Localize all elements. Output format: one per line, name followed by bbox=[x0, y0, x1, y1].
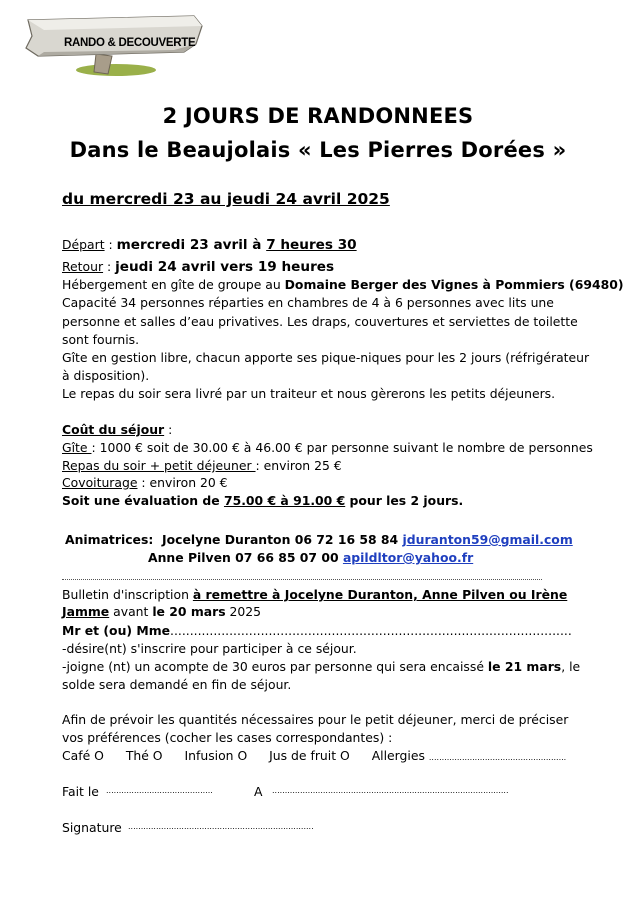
retour-line bbox=[62, 258, 334, 276]
cost-covoit-text: : environ 20 € bbox=[137, 475, 228, 490]
depart-label: Départ bbox=[62, 237, 105, 252]
cost-covoit-label: Covoiturage bbox=[62, 475, 138, 490]
bulletin-solde: solde sera demandé en fin de séjour. bbox=[62, 677, 292, 692]
signature-label: Signature bbox=[62, 820, 122, 835]
bulletin-name-dots: ...................................................................................................... bbox=[170, 623, 572, 638]
bulletin-jamme: Jamme bbox=[62, 604, 110, 619]
option-infusion[interactable]: Infusion O bbox=[184, 748, 248, 763]
logo-text: RANDO & DECOUVERTE bbox=[64, 37, 196, 49]
fait-le-label: Fait le bbox=[62, 784, 99, 799]
depart-value: mercredi 23 avril à bbox=[116, 237, 267, 253]
bulletin-remettre: à remettre à Jocelyne Duranton, Anne Pilven ou Irène bbox=[192, 587, 568, 602]
cost-gite-text: : 1000 € soit de 30.00 € à 46.00 € par personne suivant le nombre de personnes bbox=[91, 440, 593, 455]
cost-heading-sep: : bbox=[164, 422, 173, 437]
bulletin-name-field[interactable] bbox=[62, 622, 572, 640]
lodging-line-7: Le repas du soir sera livré par un traiteur et nous gèrerons les petits déjeuners. bbox=[62, 386, 556, 401]
cost-total-suffix: pour les 2 jours. bbox=[345, 493, 464, 508]
depart-time: 7 heures 30 bbox=[266, 237, 357, 253]
bulletin-prevoir-2: vos préférences (cocher les cases correspondantes) : bbox=[62, 730, 393, 745]
cost-gite bbox=[62, 439, 593, 457]
depart-line bbox=[62, 236, 357, 254]
contact-2-email[interactable]: apildltor@yahoo.fr bbox=[342, 550, 474, 565]
contact-2-name: Anne Pilven 07 66 85 07 00 bbox=[148, 550, 343, 565]
bulletin-desire: -désire(nt) s'inscrire pour participer à ce séjour. bbox=[62, 641, 357, 656]
cost-heading-label: Coût du séjour bbox=[62, 422, 165, 437]
fait-le-field[interactable]: .......................................... bbox=[106, 786, 213, 795]
contact-2 bbox=[148, 549, 473, 567]
cost-repas-text: : environ 25 € bbox=[255, 458, 342, 473]
option-cafe[interactable]: Café O bbox=[62, 748, 104, 763]
lodging-line-1 bbox=[62, 276, 624, 294]
contact-1-email[interactable]: jduranton59@gmail.com bbox=[402, 532, 573, 547]
cost-covoiturage bbox=[62, 474, 228, 492]
lodging-line-3: personne et salles d’eau privatives. Les draps, couvertures et serviettes de toilette bbox=[62, 314, 578, 329]
page-title: 2 JOURS DE RANDONNEES bbox=[162, 104, 474, 128]
logo bbox=[24, 10, 204, 78]
retour-sep: : bbox=[103, 259, 116, 274]
cost-gite-label: Gîte bbox=[62, 440, 92, 455]
allergies-dots[interactable]: ...................................................... bbox=[428, 753, 567, 762]
lodging-line-4: sont fournis. bbox=[62, 332, 140, 347]
bulletin-joigne-date: le 21 mars bbox=[487, 659, 562, 674]
page-subtitle: Dans le Beaujolais « Les Pierres Dorées » bbox=[69, 138, 567, 162]
lodging-intro: Hébergement en gîte de groupe au bbox=[62, 277, 285, 292]
lodging-place: Domaine Berger des Vignes à Pommiers (69480) bbox=[284, 277, 624, 292]
lieu-label: A bbox=[254, 784, 263, 799]
cost-total bbox=[62, 492, 463, 510]
cut-separator bbox=[62, 579, 542, 580]
cost-total-prefix: Soit une évaluation de bbox=[62, 493, 224, 508]
bulletin-intro: Bulletin d'inscription bbox=[62, 587, 193, 602]
signature-field[interactable]: ......................................................................... bbox=[128, 822, 314, 831]
lodging-line-6: à disposition). bbox=[62, 368, 150, 383]
lodging-line-2: Capacité 34 personnes réparties en chambres de 4 à 6 personnes avec lits une bbox=[62, 295, 554, 310]
retour-value: jeudi 24 avril vers 19 heures bbox=[115, 259, 335, 275]
depart-sep: : bbox=[104, 237, 117, 252]
bulletin-name-label: Mr et (ou) Mme bbox=[62, 623, 171, 638]
option-allergies[interactable]: Allergies bbox=[371, 748, 425, 763]
cost-repas-label: Repas du soir + petit déjeuner bbox=[62, 458, 256, 473]
bulletin-deadline: le 20 mars bbox=[152, 604, 226, 619]
cost-repas bbox=[62, 457, 342, 475]
cost-heading bbox=[62, 421, 172, 439]
cost-total-range: 75.00 € à 91.00 € bbox=[223, 493, 346, 508]
option-the[interactable]: Thé O bbox=[125, 748, 163, 763]
bulletin-avant: avant bbox=[109, 604, 153, 619]
trip-dates: du mercredi 23 au jeudi 24 avril 2025 bbox=[62, 190, 390, 208]
retour-label: Retour bbox=[62, 259, 104, 274]
option-jus-de-fruit[interactable]: Jus de fruit O bbox=[269, 748, 350, 763]
bulletin-joigne bbox=[62, 658, 580, 676]
bulletin-prevoir-1: Afin de prévoir les quantités nécessaires pour le petit déjeuner, merci de préciser bbox=[62, 712, 569, 727]
breakfast-options bbox=[62, 747, 566, 767]
contact-1 bbox=[162, 531, 573, 549]
lodging-line-5: Gîte en gestion libre, chacun apporte ses pique-niques pour les 2 jours (réfrigérateur bbox=[62, 350, 590, 365]
bulletin-line-2 bbox=[62, 603, 261, 621]
contact-1-name: Jocelyne Duranton 06 72 16 58 84 bbox=[162, 532, 403, 547]
bulletin-joigne-suffix: , le bbox=[561, 659, 581, 674]
bulletin-line-1 bbox=[62, 586, 567, 604]
bulletin-year: 2025 bbox=[225, 604, 262, 619]
bulletin-joigne-prefix: -joigne (nt) un acompte de 30 euros par personne qui sera encaissé bbox=[62, 659, 488, 674]
contacts-label: Animatrices: bbox=[65, 532, 154, 547]
lieu-field[interactable]: ............................................................................................. bbox=[272, 786, 509, 795]
